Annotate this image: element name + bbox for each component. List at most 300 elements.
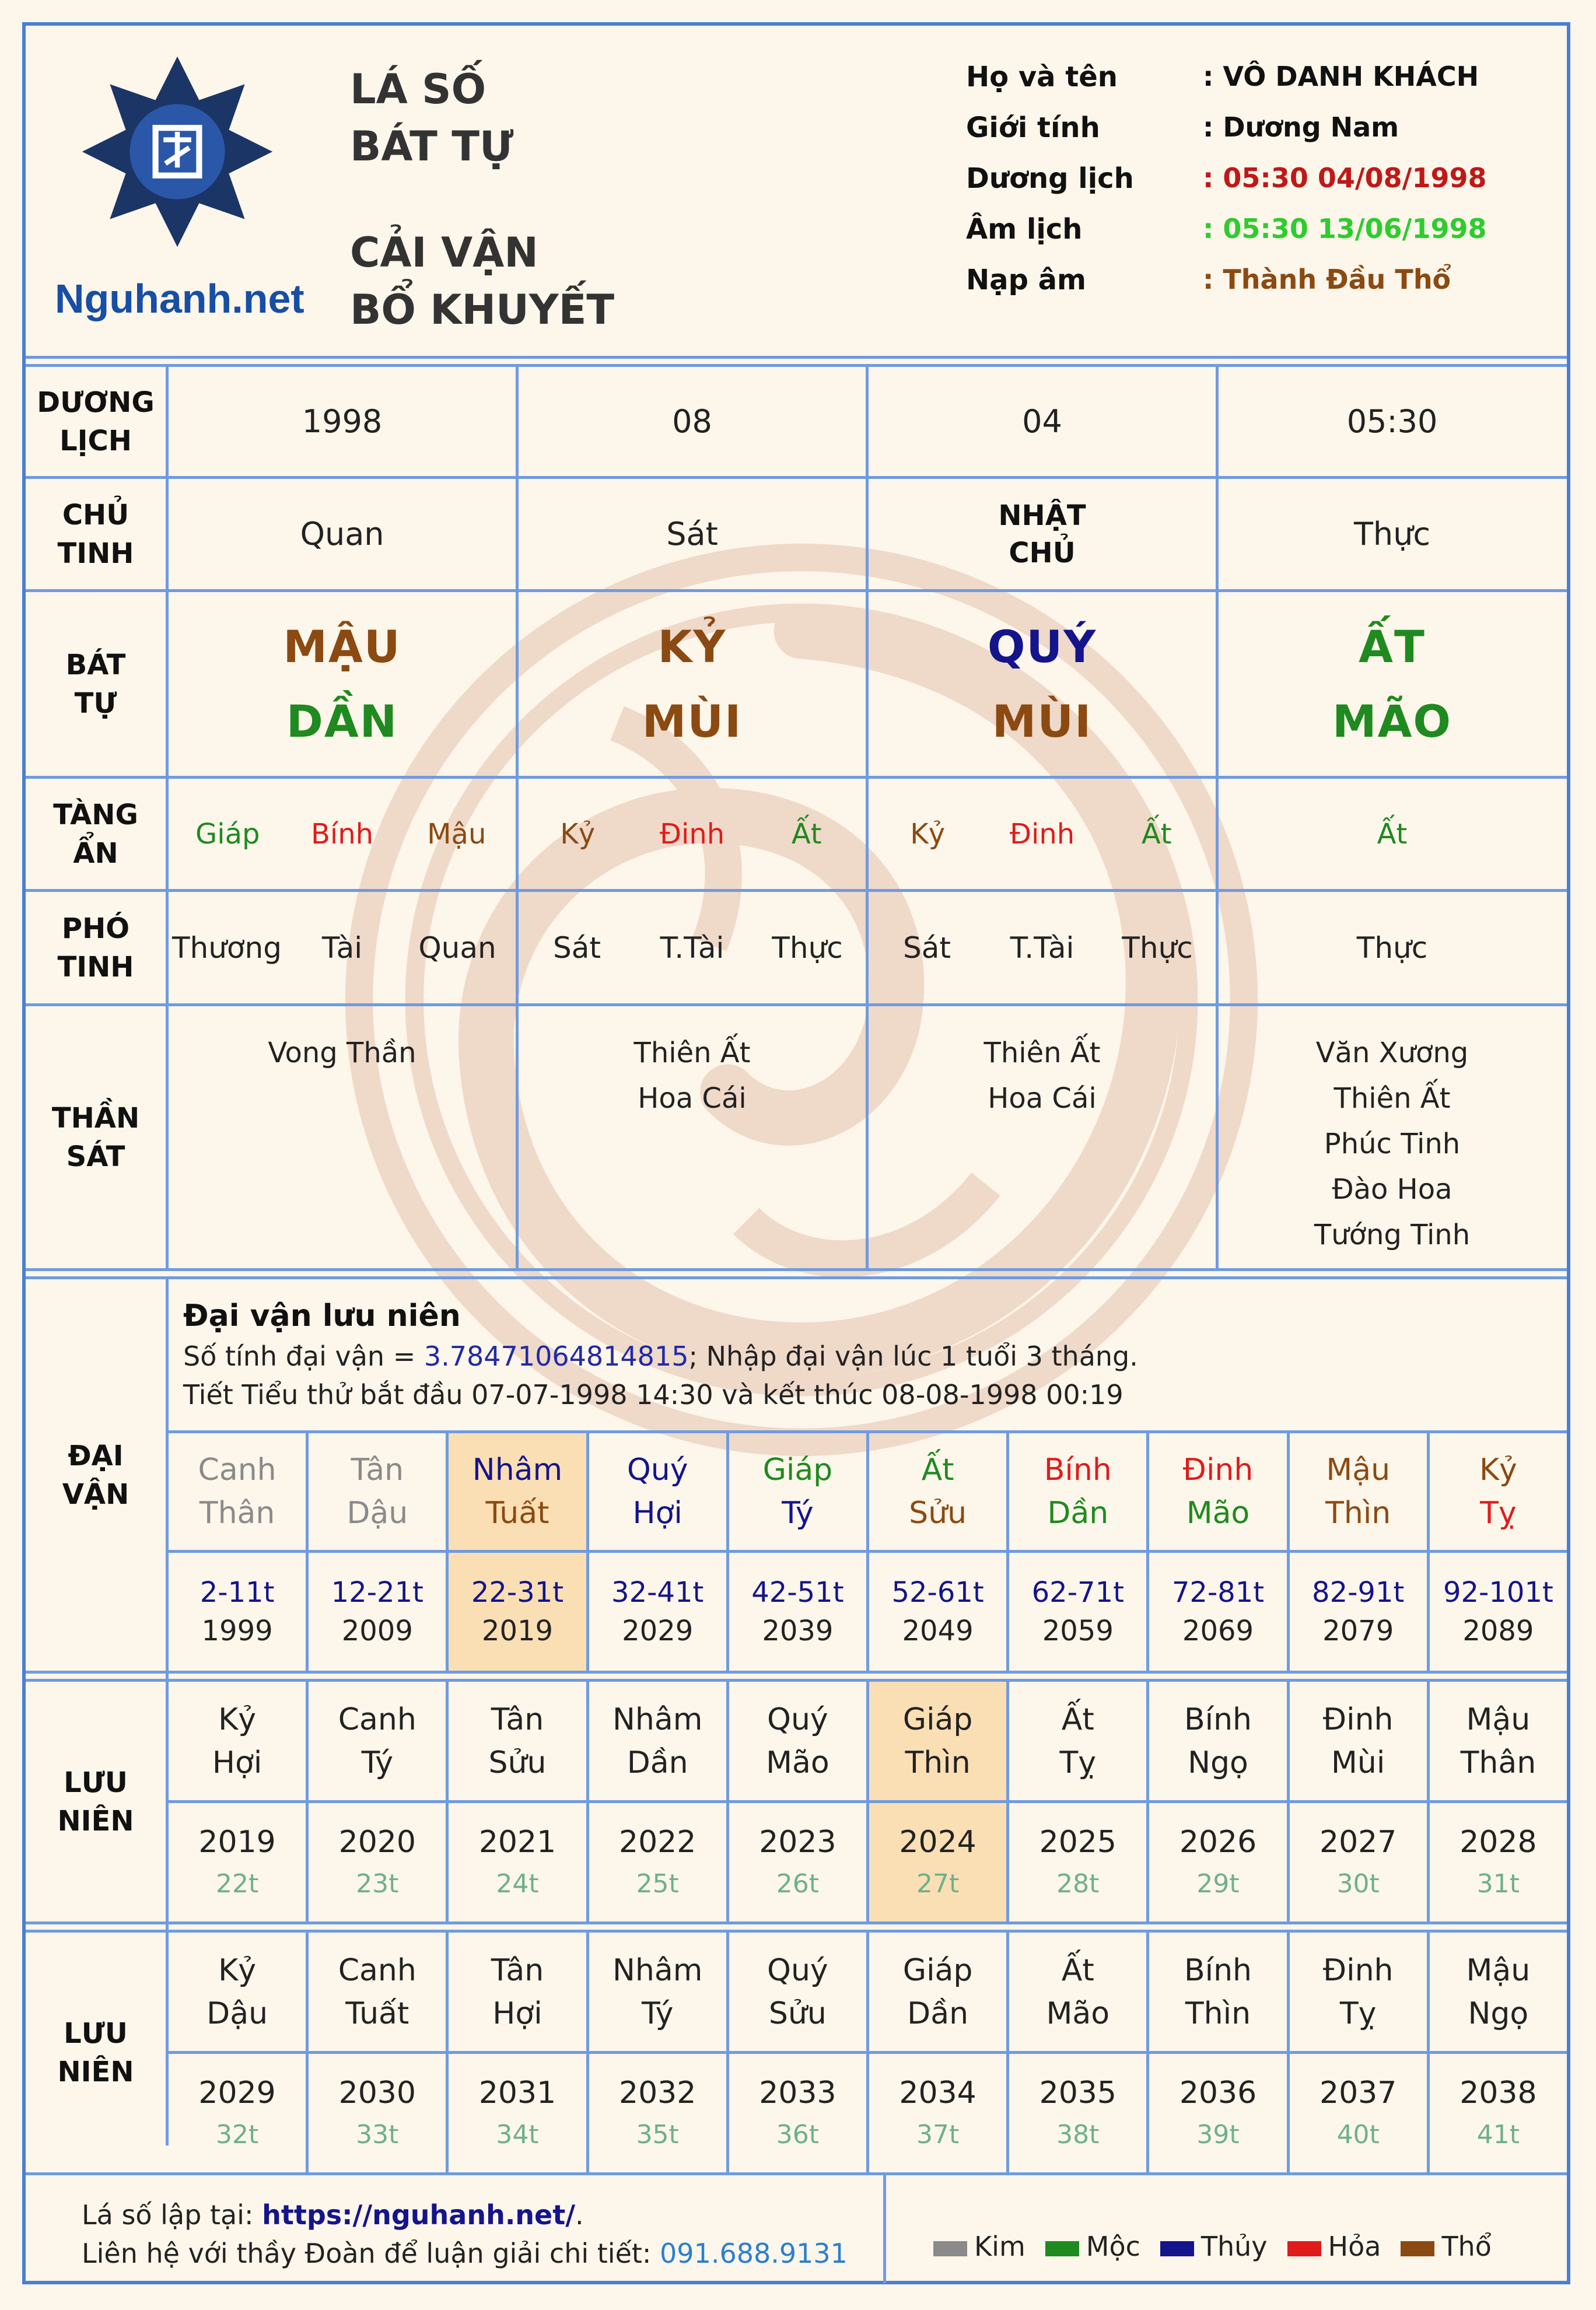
pho-tinh-item: T.Tài — [1010, 930, 1074, 965]
footer-line-1-suffix: . — [575, 2199, 584, 2231]
luu-nien-year — [1009, 2054, 1146, 2172]
luu-nien-year — [1009, 1803, 1146, 1922]
subtitle-line-2: BỔ KHUYẾT — [350, 286, 615, 334]
luu-nien-age: 30t — [1336, 1868, 1380, 1899]
luu-nien-age: 31t — [1476, 1868, 1520, 1899]
chu-tinh — [169, 479, 516, 589]
row-label-line: BÁT — [65, 648, 126, 681]
luu-nien-age: 23t — [356, 1868, 399, 1899]
legend-item-hoa — [1287, 2231, 1381, 2262]
luu-nien-chi: Tý — [361, 1745, 393, 1780]
luu-nien-year — [589, 2054, 726, 2172]
luu-nien-year-value: 2020 — [338, 1824, 416, 1860]
dai-van-year: 2059 — [1042, 1615, 1114, 1647]
than-sat-item: Văn Xương — [1315, 1037, 1469, 1069]
dai-van-canchi — [169, 1433, 306, 1550]
dai-van-line-1-suffix: ; Nhập đại vận lúc 1 tuổi 3 tháng. — [688, 1340, 1138, 1372]
luu-nien-chi: Dần — [626, 1745, 688, 1780]
dia-chi: MÙI — [642, 695, 743, 747]
footer-line-1 — [82, 2196, 848, 2234]
luu-nien-year — [729, 2054, 866, 2172]
row-label-line: TINH — [57, 537, 134, 570]
dai-van-chi: Tý — [782, 1496, 814, 1531]
legend-swatch — [1287, 2241, 1321, 2256]
row-label-line: TỰ — [74, 687, 117, 720]
luu-nien-year-value: 2023 — [759, 1824, 836, 1860]
dai-van-can: Giáp — [762, 1452, 833, 1488]
luu-nien-year — [169, 1803, 306, 1922]
row-label-line: LƯU — [64, 1766, 128, 1799]
luu-nien-age: 24t — [496, 1868, 539, 1899]
tang-an-item: Đinh — [1009, 817, 1075, 850]
luu-nien-age: 33t — [356, 2119, 399, 2150]
pho-tinh-item: Thực — [1122, 930, 1193, 965]
row-label-luu-nien — [26, 1682, 166, 1922]
luu-nien-canchi — [1009, 1682, 1146, 1800]
duong-lich-value: 08 — [672, 403, 712, 440]
row-label-line: DƯƠNG — [37, 386, 155, 419]
luu-nien-can: Quý — [767, 1702, 828, 1737]
than-sat-item: Phúc Tinh — [1324, 1128, 1461, 1160]
dai-van-year: 2079 — [1322, 1615, 1394, 1647]
luu-nien-year — [1430, 2054, 1567, 2172]
luu-nien-age: 37t — [916, 2119, 960, 2150]
grid-line — [169, 1550, 1567, 1553]
row-label-line: ẨN — [73, 836, 118, 870]
info-label: Nạp âm — [966, 264, 1087, 296]
info-row — [966, 111, 1549, 162]
site-name: Nguhanh.net — [55, 276, 304, 321]
luu-nien-chi: Dần — [907, 1996, 969, 2031]
luu-nien-age: 36t — [776, 2119, 820, 2150]
tang-an — [869, 779, 1216, 889]
chart-sheet — [22, 22, 1570, 2284]
tang-an-item: Kỷ — [910, 817, 946, 850]
dai-van-can: Nhâm — [472, 1452, 563, 1488]
dai-van-chi: Tỵ — [1480, 1496, 1517, 1531]
dai-van-line-1-prefix: Số tính đại vận = — [183, 1340, 424, 1372]
dai-van-chi: Hợi — [632, 1496, 682, 1531]
legend-item-thuy — [1160, 2231, 1268, 2262]
info-row — [966, 162, 1549, 213]
dai-van-age — [1149, 1553, 1286, 1671]
thien-can: QUÝ — [987, 620, 1097, 673]
luu-nien-year — [869, 1803, 1006, 1922]
info-label: Dương lịch — [966, 162, 1134, 195]
thien-can: MẬU — [283, 620, 401, 673]
tang-an-item: Kỷ — [560, 817, 596, 850]
footer-line-2-prefix: Liên hệ với thầy Đoàn để luận giải chi tiết: — [82, 2238, 660, 2269]
dai-van-year: 1999 — [201, 1615, 273, 1647]
dai-van-age-range: 62-71t — [1031, 1576, 1124, 1609]
luu-nien-year-value: 2022 — [619, 1824, 696, 1860]
so-tinh-dai-van: 3.78471064814815 — [424, 1340, 689, 1372]
dai-van-year: 2009 — [341, 1615, 413, 1647]
dai-van-canchi — [449, 1433, 586, 1550]
luu-nien-chi: Sửu — [488, 1745, 547, 1780]
dai-van-age-range: 52-61t — [891, 1576, 984, 1609]
luu-nien-year-value: 2033 — [759, 2075, 836, 2110]
chu-tinh-text: Sát — [666, 516, 718, 552]
luu-nien-chi: Tý — [641, 1996, 674, 2031]
than-sat-item: Thiên Ất — [984, 1037, 1101, 1069]
tang-an-item: Bính — [310, 817, 374, 850]
row-label-line: THẦN — [51, 1101, 140, 1135]
row-label-line: LƯU — [64, 2017, 128, 2050]
luu-nien-canchi — [1430, 1682, 1567, 1800]
luu-nien-canchi — [729, 1682, 866, 1800]
luu-nien-year-value: 2032 — [619, 2075, 696, 2110]
than-sat-item: Vong Thần — [268, 1037, 416, 1069]
tang-an-item: Ất — [1141, 817, 1172, 850]
pho-tinh-item: Thực — [1356, 930, 1428, 965]
row-label-dai-van — [26, 1279, 166, 1671]
subtitle-line-1: CẢI VẬN — [350, 229, 538, 276]
row-label-chu-tinh — [26, 479, 166, 589]
row-label-tang-an — [26, 779, 166, 889]
luu-nien-canchi — [1149, 1682, 1286, 1800]
row-label-line: TÀNG — [53, 798, 138, 831]
pho-tinh — [869, 892, 1216, 1003]
luu-nien-age: 38t — [1056, 2119, 1100, 2150]
luu-nien-can: Bính — [1184, 1952, 1252, 1988]
luu-nien-year — [729, 1803, 866, 1922]
info-label: Âm lịch — [966, 213, 1083, 246]
luu-nien-chi: Dậu — [206, 1996, 268, 2031]
dia-chi: MÙI — [992, 695, 1093, 747]
pho-tinh — [519, 892, 866, 1003]
luu-nien-can: Bính — [1184, 1702, 1252, 1737]
dai-van-age — [1430, 1553, 1567, 1671]
tang-an-item: Ất — [1377, 817, 1408, 850]
luu-nien-year-value: 2029 — [198, 2075, 276, 2110]
row-label-line: NIÊN — [57, 1804, 134, 1838]
luu-nien-canchi — [589, 1682, 726, 1800]
luu-nien-year-value: 2028 — [1460, 1824, 1537, 1860]
than-sat-item: Đào Hoa — [1332, 1173, 1452, 1206]
dai-van-canchi — [1290, 1433, 1427, 1550]
luu-nien-can: Canh — [338, 1702, 416, 1737]
dai-van-can: Ất — [921, 1452, 954, 1488]
dai-van-age-range: 32-41t — [611, 1576, 704, 1609]
luu-nien-age: 34t — [496, 2119, 539, 2150]
chu-tinh — [869, 479, 1216, 589]
title-line-2: BÁT TỰ — [350, 123, 514, 170]
luu-nien-canchi — [1430, 1933, 1567, 2051]
luu-nien-year-value: 2030 — [338, 2075, 416, 2110]
luu-nien-chi: Thìn — [1185, 1996, 1251, 2031]
page-title — [350, 61, 614, 338]
dai-van-age — [869, 1553, 1006, 1671]
dai-van-age-range: 2-11t — [200, 1576, 275, 1609]
luu-nien-age: 22t — [215, 1868, 259, 1899]
legend-label: Thủy — [1200, 2231, 1268, 2262]
element-legend — [933, 2231, 1511, 2262]
luu-nien-chi: Hợi — [492, 1996, 542, 2031]
luu-nien-year — [1149, 2054, 1286, 2172]
luu-nien-can: Nhâm — [612, 1952, 703, 1988]
than-sat-item: Thiên Ất — [634, 1037, 751, 1069]
dai-van-chi: Thân — [199, 1496, 275, 1531]
luu-nien-year-value: 2026 — [1179, 1824, 1257, 1860]
row-label-duong-lich — [26, 367, 166, 476]
luu-nien-year-value: 2035 — [1039, 2075, 1116, 2110]
grid-line — [169, 2051, 1567, 2054]
pho-tinh-item: Tài — [321, 930, 363, 965]
dai-van-year: 2089 — [1462, 1615, 1534, 1647]
luu-nien-age: 41t — [1476, 2119, 1520, 2150]
luu-nien-canchi — [169, 1933, 306, 2051]
luu-nien-can: Kỷ — [218, 1702, 257, 1737]
dai-van-chi: Mão — [1186, 1496, 1250, 1531]
site-link[interactable]: https://nguhanh.net/ — [262, 2199, 576, 2231]
dai-van-can: Bính — [1044, 1452, 1112, 1488]
chu-tinh-text: CHỦ — [1009, 536, 1076, 569]
dai-van-chi: Sửu — [909, 1496, 967, 1531]
row-label-line: CHỦ — [62, 498, 130, 531]
info-value: : 05:30 04/08/1998 — [1203, 162, 1487, 194]
luu-nien-can: Giáp — [902, 1952, 973, 1988]
luu-nien-can: Ất — [1061, 1702, 1094, 1737]
luu-nien-age: 29t — [1196, 1868, 1240, 1899]
thien-can: KỶ — [657, 620, 727, 673]
info-row — [966, 61, 1549, 111]
dai-van-can: Canh — [198, 1452, 276, 1488]
luu-nien-year-value: 2038 — [1460, 2075, 1537, 2110]
bat-tu-pillar — [869, 592, 1216, 776]
luu-nien-chi: Tỵ — [1339, 1996, 1377, 2031]
luu-nien-year-value: 2031 — [478, 2075, 556, 2110]
pho-tinh-item: T.Tài — [660, 930, 724, 965]
luu-nien-can: Mậu — [1466, 1952, 1531, 1988]
luu-nien-canchi — [169, 1682, 306, 1800]
dai-van-chi: Tuất — [485, 1496, 550, 1531]
pho-tinh — [1219, 892, 1566, 1003]
phone-link[interactable]: 091.688.9131 — [660, 2238, 848, 2269]
luu-nien-year — [589, 1803, 726, 1922]
dai-van-age — [1009, 1553, 1146, 1671]
luu-nien-year-value: 2037 — [1320, 2075, 1397, 2110]
luu-nien-can: Tân — [491, 1952, 544, 1988]
info-value: : 05:30 13/06/1998 — [1203, 213, 1487, 244]
dai-van-age-range: 82-91t — [1312, 1576, 1405, 1609]
luu-nien-can: Đinh — [1322, 1702, 1394, 1737]
dai-van-canchi — [1009, 1433, 1146, 1550]
dai-van-chi: Dậu — [346, 1496, 408, 1531]
row-label-line: VẬN — [62, 1478, 130, 1511]
row-label-line: NIÊN — [57, 2055, 134, 2088]
dai-van-year: 2069 — [1182, 1615, 1254, 1647]
dai-van-age-range: 72-81t — [1171, 1576, 1265, 1609]
luu-nien-canchi — [869, 1933, 1006, 2051]
pho-tinh — [169, 892, 516, 1003]
dai-van-age — [1290, 1553, 1427, 1671]
info-value: : VÔ DANH KHÁCH — [1203, 61, 1479, 92]
bat-tu-pillar — [1219, 592, 1566, 776]
dai-van-line-1 — [183, 1337, 1138, 1376]
luu-nien-year-value: 2019 — [198, 1824, 276, 1860]
luu-nien-chi: Mão — [1046, 1996, 1110, 2031]
thien-can: ẤT — [1359, 620, 1426, 673]
row-label-line: PHÓ — [61, 912, 130, 945]
dai-van-year: 2039 — [762, 1615, 834, 1647]
luu-nien-can: Mậu — [1466, 1702, 1531, 1737]
luu-nien-year — [449, 2054, 586, 2172]
bat-tu-pillar — [169, 592, 516, 776]
luu-nien-can: Nhâm — [612, 1702, 703, 1737]
bat-tu-pillar — [519, 592, 866, 776]
tang-an — [519, 779, 866, 889]
luu-nien-chi: Mùi — [1331, 1745, 1385, 1780]
legend-item-tho — [1401, 2231, 1491, 2262]
chu-tinh-text: NHẬT — [998, 499, 1086, 532]
dai-van-age-range: 12-21t — [331, 1576, 424, 1609]
luu-nien-chi: Tỵ — [1059, 1745, 1097, 1780]
luu-nien-canchi — [729, 1933, 866, 2051]
luu-nien-canchi — [449, 1682, 586, 1800]
pho-tinh-item: Quan — [418, 930, 496, 965]
chu-tinh-text: Quan — [300, 516, 384, 552]
luu-nien-age: 28t — [1056, 1868, 1100, 1899]
legend-item-moc — [1045, 2231, 1140, 2262]
luu-nien-chi: Thìn — [905, 1745, 971, 1780]
luu-nien-age: 35t — [636, 2119, 679, 2150]
duong-lich-value: 1998 — [302, 403, 383, 440]
luu-nien-year-value: 2036 — [1179, 2075, 1257, 2110]
legend-swatch — [1401, 2241, 1434, 2256]
title-line-1: LÁ SỐ — [350, 65, 487, 113]
tang-an — [169, 779, 516, 889]
than-sat — [1219, 1030, 1566, 1264]
luu-nien-canchi — [1290, 1933, 1427, 2051]
dai-van-age — [169, 1553, 306, 1671]
row-label-pho-tinh — [26, 892, 166, 1003]
row-label-bat-tu — [26, 592, 166, 776]
dai-van-year: 2049 — [902, 1615, 974, 1647]
dai-van-canchi — [309, 1433, 446, 1550]
dai-van-age — [729, 1553, 866, 1671]
tang-an-item: Mậu — [427, 817, 487, 850]
row-label-luu-nien — [26, 1933, 166, 2172]
grid-line — [169, 1800, 1567, 1803]
info-label: Họ và tên — [966, 61, 1118, 93]
dai-van-line-2: Tiết Tiểu thử bắt đầu 07-07-1998 14:30 và kết thúc 08-08-1998 00:19 — [183, 1379, 1124, 1410]
luu-nien-year — [309, 1803, 446, 1922]
dai-van-age — [309, 1553, 446, 1671]
dia-chi: DẦN — [286, 695, 398, 747]
row-label-line: SÁT — [66, 1140, 125, 1173]
legend-label: Hỏa — [1328, 2231, 1381, 2262]
luu-nien-year-value: 2034 — [899, 2075, 977, 2110]
legend-label: Mộc — [1086, 2231, 1140, 2262]
than-sat-item: Thiên Ất — [1334, 1082, 1451, 1115]
luu-nien-year — [1290, 1803, 1427, 1922]
dai-van-age-range: 22-31t — [471, 1576, 564, 1609]
tang-an-item: Đinh — [659, 817, 725, 850]
dai-van-can: Quý — [626, 1452, 688, 1488]
legend-swatch — [933, 2241, 967, 2256]
legend-item-kim — [933, 2231, 1026, 2262]
tang-an — [1219, 779, 1566, 889]
than-sat-item: Hoa Cái — [988, 1082, 1097, 1115]
dai-van-year: 2029 — [622, 1615, 694, 1647]
luu-nien-year — [169, 2054, 306, 2172]
logo-star-icon — [78, 52, 276, 251]
luu-nien-can: Giáp — [902, 1702, 973, 1737]
dai-van-age-range: 42-51t — [751, 1576, 844, 1609]
pho-tinh-item: Thực — [772, 930, 843, 965]
dai-van-can: Đinh — [1182, 1452, 1254, 1488]
row-label-than-sat — [26, 1006, 166, 1268]
luu-nien-canchi — [449, 1933, 586, 2051]
luu-nien-age: 32t — [215, 2119, 259, 2150]
luu-nien-year — [1430, 1803, 1567, 1922]
luu-nien-year-value: 2021 — [478, 1824, 556, 1860]
luu-nien-chi: Ngọ — [1188, 1745, 1248, 1780]
luu-nien-age: 40t — [1336, 2119, 1380, 2150]
dai-van-year: 2019 — [481, 1615, 554, 1647]
dia-chi: MÃO — [1332, 695, 1452, 747]
dai-van-age — [589, 1553, 726, 1671]
luu-nien-can: Canh — [338, 1952, 416, 1988]
luu-nien-age: 39t — [1196, 2119, 1240, 2150]
legend-label: Kim — [974, 2231, 1026, 2262]
pho-tinh-item: Thương — [172, 930, 282, 965]
luu-nien-year — [1149, 1803, 1286, 1922]
luu-nien-canchi — [869, 1682, 1006, 1800]
luu-nien-year — [1290, 2054, 1427, 2172]
than-sat — [869, 1030, 1216, 1264]
row-label-line: ĐẠI — [68, 1439, 124, 1472]
luu-nien-chi: Mão — [766, 1745, 830, 1780]
luu-nien-canchi — [589, 1933, 726, 2051]
legend-swatch — [1160, 2241, 1194, 2256]
info-label: Giới tính — [966, 111, 1100, 144]
dai-van-canchi — [1149, 1433, 1286, 1550]
legend-label: Thổ — [1441, 2231, 1492, 2262]
dai-van-age — [449, 1553, 586, 1671]
dai-van-canchi — [869, 1433, 1006, 1550]
than-sat-item: Tướng Tinh — [1314, 1219, 1471, 1251]
pho-tinh-item: Sát — [903, 930, 951, 965]
tang-an-item: Giáp — [195, 817, 260, 850]
chu-tinh — [1219, 479, 1566, 589]
luu-nien-canchi — [309, 1933, 446, 2051]
duong-lich-value: 04 — [1022, 403, 1062, 440]
luu-nien-canchi — [1009, 1933, 1146, 2051]
luu-nien-can: Ất — [1061, 1952, 1094, 1988]
dai-van-chi: Thìn — [1325, 1496, 1391, 1531]
footer-line-2 — [82, 2234, 848, 2273]
luu-nien-chi: Hợi — [212, 1745, 262, 1780]
info-value: : Dương Nam — [1203, 111, 1399, 143]
luu-nien-year-value: 2024 — [899, 1824, 977, 1860]
luu-nien-chi: Thân — [1460, 1745, 1536, 1780]
chu-tinh — [519, 479, 866, 589]
luu-nien-year-value: 2027 — [1320, 1824, 1397, 1860]
dai-van-canchi — [589, 1433, 726, 1550]
footer-line-1-prefix: Lá số lập tại: — [82, 2199, 262, 2231]
luu-nien-chi: Tuất — [345, 1996, 410, 2031]
luu-nien-chi: Sửu — [768, 1996, 827, 2031]
person-info — [966, 61, 1549, 314]
dai-van-heading: Đại vận lưu niên — [183, 1298, 461, 1334]
info-value: : Thành Đầu Thổ — [1203, 264, 1451, 295]
luu-nien-can: Kỷ — [218, 1952, 257, 1988]
chu-tinh-text: Thực — [1353, 516, 1431, 552]
dai-van-can: Kỷ — [1479, 1452, 1517, 1488]
luu-nien-can: Tân — [491, 1702, 544, 1737]
